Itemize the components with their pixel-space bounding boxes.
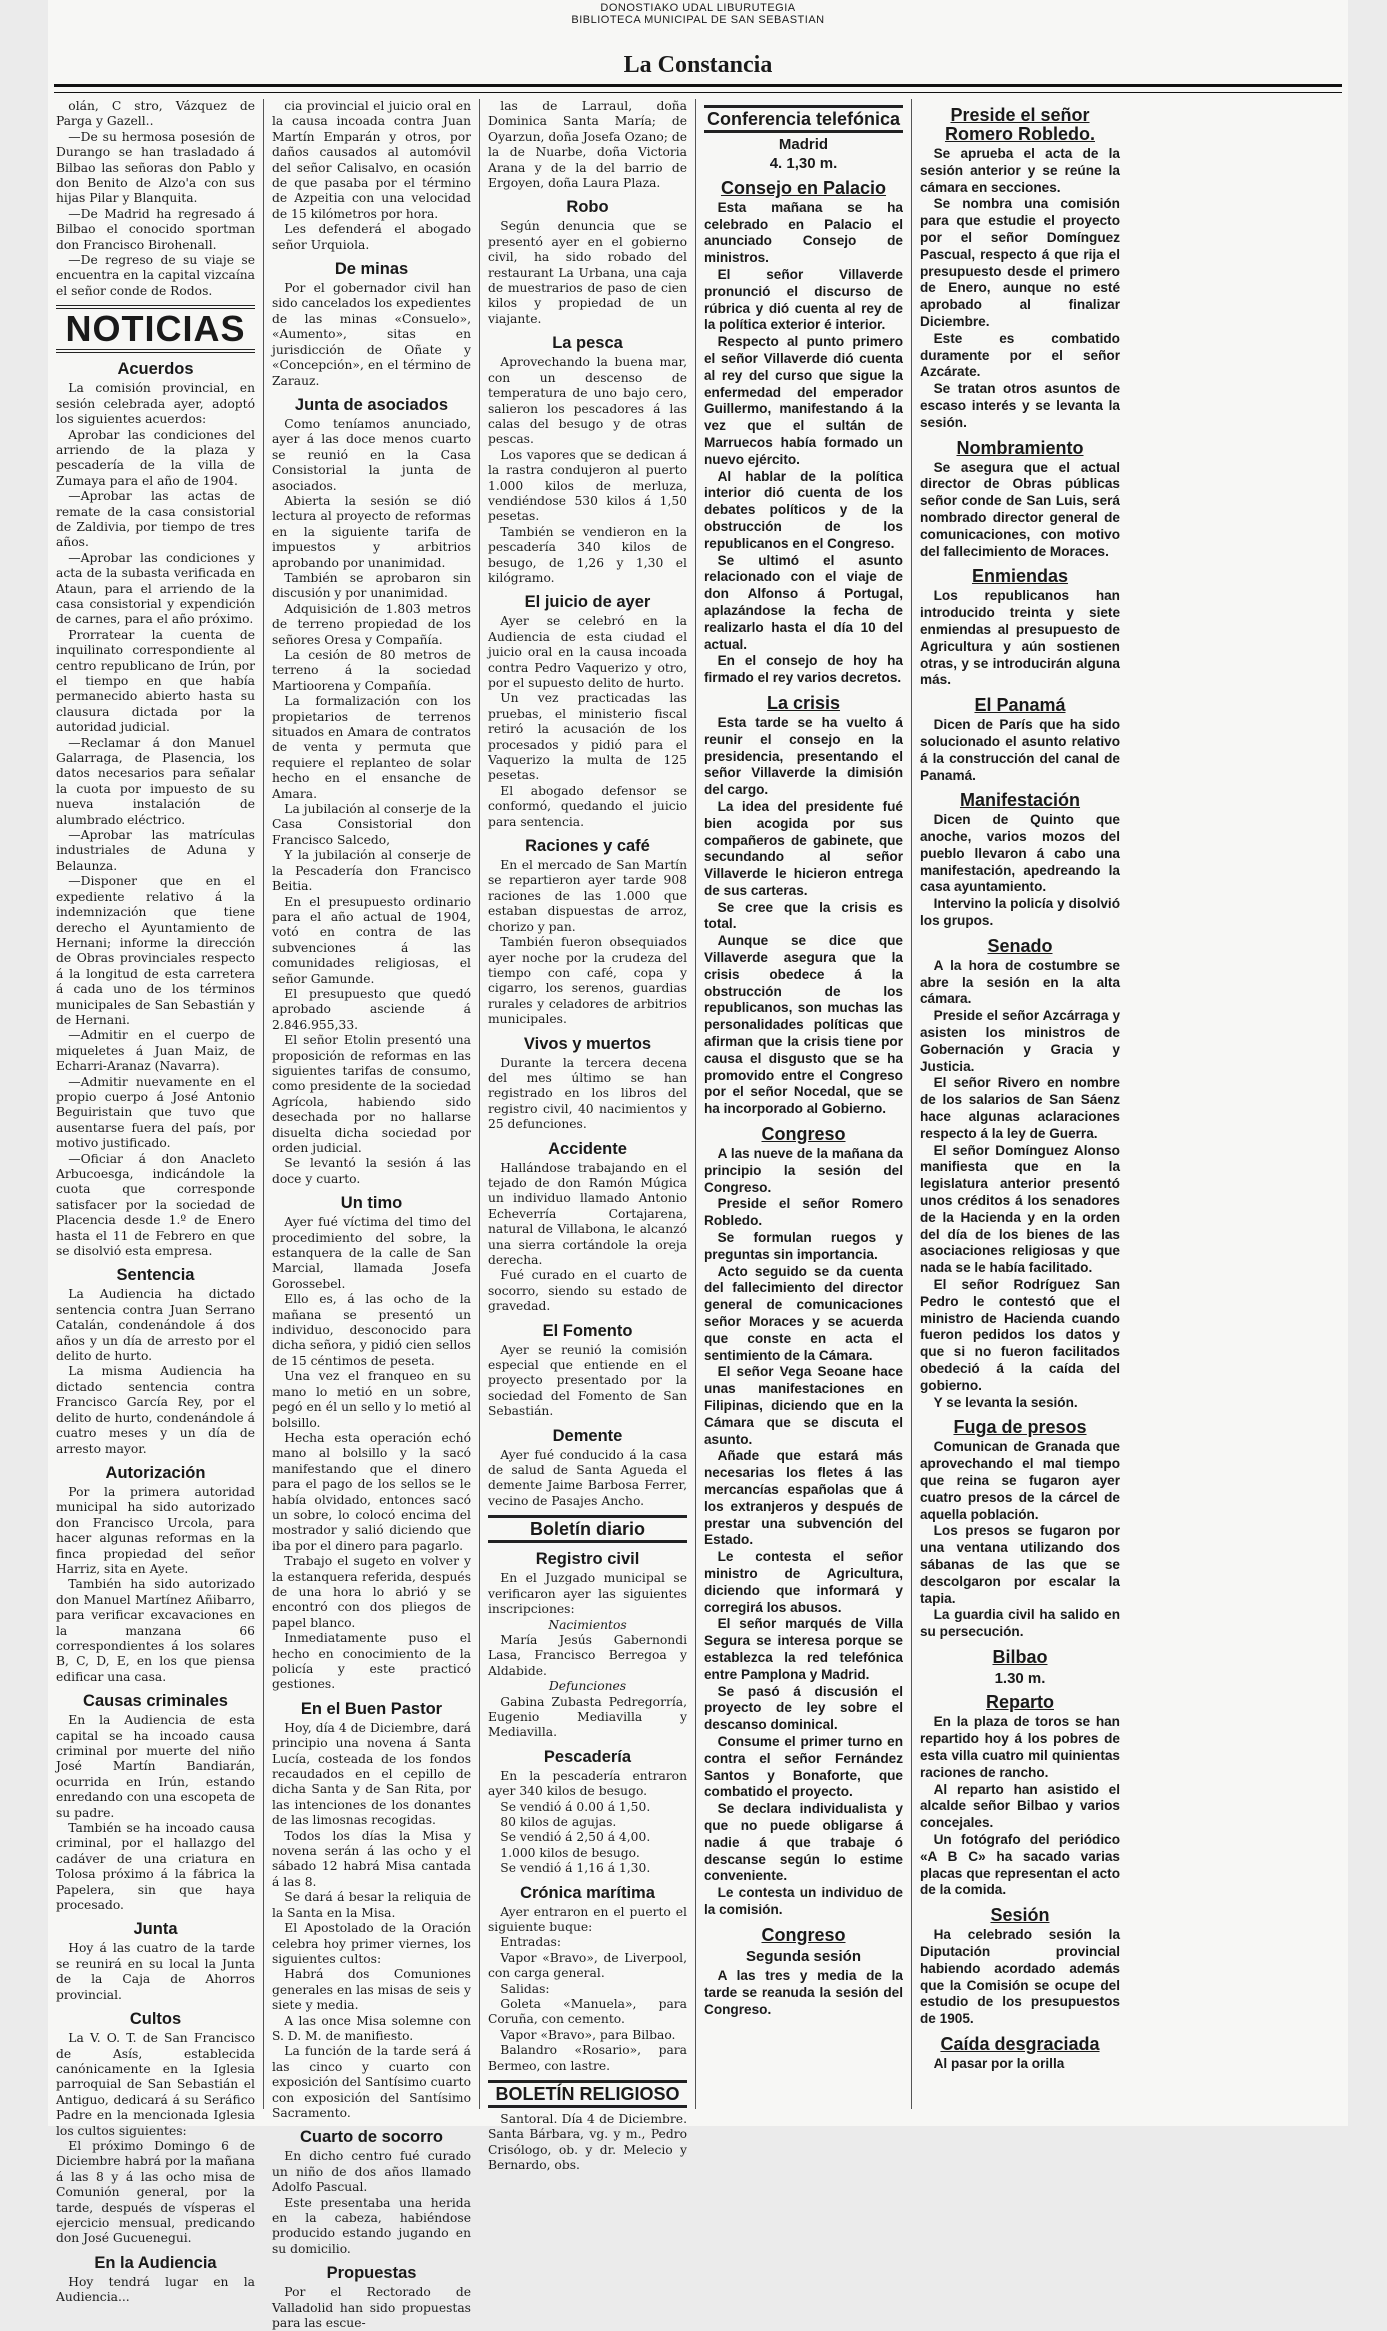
paragraph: —Oficiar á don Anacleto Arbucoesga, indicándole la cuota que corresponde satisfacer por la sociedad de Placencia desde 1.º de Enero hasta el 11 de Febrero en que se disolvió esta empresa.	[56, 1151, 255, 1259]
paragraph: Intervino la policía y disolvió los grupos.	[920, 896, 1120, 929]
paragraph: También ha sido autorizado don Manuel Martínez Añibarro, para verificar excavaciones en la manzana 66 correspondientes á los solares B, C, D, E, en los que piensa edificar una casa.	[56, 1577, 255, 1684]
headline: Bilbao	[992, 1646, 1048, 1667]
paragraph: En la plaza de toros se han repartido hoy á los pobres de esta villa cuatro mil quinientas raciones de rancho.	[920, 1714, 1120, 1780]
section-banner-noticias: NOTICIAS	[56, 305, 255, 353]
paragraph: Un fotógrafo del periódico «A B C» ha sacado varias placas que representan el acto de la comida.	[920, 1831, 1120, 1898]
paragraph: Inmediatamente puso el hecho en conocimiento de la policía y este practicó gestiones.	[272, 1631, 471, 1692]
paragraph: Aprobar las condiciones del arriendo de la plaza y pescadería de la villa de Zumaya para el año de 1904.	[56, 427, 255, 488]
headline: Autorización	[105, 1463, 206, 1482]
headline: Registro civil	[535, 1550, 640, 1569]
paragraph: Preside el señor Azcárraga y asisten los ministros de Gobernación y Gracia y Justicia.	[920, 1008, 1120, 1074]
paragraph: Adquisición de 1.803 metros de terreno propiedad de los señores Oresa y Compañía.	[272, 601, 471, 647]
paragraph: Ayer se celebró en la Audiencia de esta ciudad el juicio oral en la causa incoada contra Pedro Vaquerizo y otro, por el supuesto delito de hurto.	[488, 614, 687, 690]
paragraph: Este es combatido duramente por el señor Azcárate.	[920, 330, 1120, 380]
headline: Consejo en Palacio	[720, 177, 887, 198]
paragraph: Aunque se dice que Villaverde asegura que la crisis obedece á la obstrucción de los republicanos, son muchas las personalidades políticas que afirman que la crisis tiene por causa el disgusto que se ha promovido entre el Congreso por el señor Nocedal, que se ha incorporado al Gobierno.	[704, 933, 903, 1117]
paragraph: Ayer fué conducido á la casa de salud de Santa Agueda el demente Jaime Barbosa Ferrer, vecino de Pasajes Ancho.	[488, 1447, 687, 1508]
dateline-time: 1.30 m.	[994, 1669, 1046, 1687]
paragraph: La formalización con los propietarios de terrenos situados en Amara de contratos de venta y permuta que requiere el replanteo de solar hecho en el ensanche de Amara.	[272, 694, 471, 801]
headline: Reparto	[985, 1692, 1054, 1713]
paragraph: Según denuncia que se presentó ayer en el gobierno civil, ha sido robado del restaurant La Urbana, una caja de muestrarios de paso de cien kilos y propiedad de un viajante.	[488, 219, 687, 326]
headline: Pescadería	[543, 1747, 632, 1766]
paragraph: Una vez el franqueo en su mano lo metió en un sobre, pegó en él un sello y lo metió al bolsillo.	[272, 1369, 471, 1430]
paragraph: 1.000 kilos de besugo.	[500, 1845, 640, 1860]
paragraph: Esta tarde se ha vuelto á reunir el consejo en la presidencia, presentando el señor Villaverde la dimisión del cargo.	[704, 714, 903, 798]
paragraph: Este presentaba una herida en la cabeza, habiéndose producido estando jugando en su domicilio.	[272, 2195, 471, 2256]
paragraph: El señor Etolin presentó una proposición de reformas en las siguientes tarifas de consumo, como presidente de la sociedad Agrícola, habiendo sido desechada por no hallarse disuelta dicha sociedad por orden judicial.	[272, 1033, 471, 1155]
paragraph: Ayer se reunió la comisión especial que entiende en el proyecto presentado por la sociedad del Fomento de San Sebastián.	[488, 1342, 687, 1419]
paragraph: Los presos se fugaron por una ventana utilizando dos sábanas de las que se descolgaron por escalar la tapia.	[920, 1523, 1120, 1606]
paragraph: las de Larraul, doña Dominica Santa María; de Oyarzun, doña Josefa Ozano; de la de Nuarbe, doña Victoria Arana y de la del barrio de Ergoyen, doña Laura Plaza.	[488, 99, 687, 191]
headline: Robo	[566, 198, 609, 217]
paragraph: Salidas:	[500, 1981, 550, 1996]
headline: Accidente	[548, 1139, 627, 1158]
paragraph: El abogado defensor se conformó, quedando el juicio para sentencia.	[488, 783, 687, 829]
headline: Enmiendas	[971, 566, 1069, 587]
paragraph: —Admitir nuevamente en el propio cuerpo á José Antonio Beguiristain que tuvo que ausentarse fuera del país, por motivo justificado.	[56, 1074, 255, 1151]
paragraph: Hoy tendrá lugar en la Audiencia...	[56, 2274, 255, 2305]
paragraph: Le contesta el señor ministro de Agricultura, diciendo que informará y corregirá los abusos.	[704, 1549, 903, 1615]
columns	[48, 99, 1348, 2331]
paragraph: Se aprueba el acta de la sesión anterior y se reúne la cámara en secciones.	[920, 146, 1120, 195]
paragraph: Entradas:	[500, 1935, 562, 1950]
paragraph: Un vez practicadas las pruebas, el ministerio fiscal retiró la acusación de los procesados y pidió para el Vaquerizo la multa de 125 pesetas.	[488, 691, 687, 783]
column-4	[696, 99, 912, 2109]
paragraph: Por el Rectorado de Valladolid han sido propuestas para las escue-	[272, 2285, 471, 2331]
subheading: Defunciones	[548, 1679, 627, 1694]
paragraph: También se aprobaron sin discusión y por unanimidad.	[272, 570, 471, 601]
headline: Junta	[133, 1920, 178, 1939]
paragraph: A las nueve de la mañana da principio la sesión del Congreso.	[704, 1146, 903, 1195]
paragraph: El señor Domínguez Alonso manifiesta que en la legislatura anterior presentó unos créditos á los senadores de la Hacienda y en la orden del día de los bienes de las asociaciones religiosas y que nada se le había facilitado.	[920, 1142, 1120, 1276]
archive-stamp	[48, 0, 1348, 26]
headline: Cuarto de socorro	[299, 2128, 444, 2147]
paragraph: 80 kilos de agujas.	[500, 1814, 617, 1829]
headline: Junta de asociados	[294, 395, 449, 414]
paragraph: Se ultimó el asunto relacionado con el viaje de don Alfonso á Portugal, aplazándose la fecha de realizarlo hasta el día 10 del actual.	[704, 552, 903, 652]
paragraph: Goleta «Manuela», para Coruña, con cemento.	[488, 1997, 687, 2027]
paragraph: Preside el señor Romero Robledo.	[704, 1196, 903, 1229]
paragraph: —Admitir en el cuerpo de miqueletes á Juan Maiz, de Echarri-Aranaz (Navarra).	[56, 1028, 255, 1074]
paragraph: El señor marqués de Villa Segura se interesa porque se establezca la red telefónica entre Pamplona y Madrid.	[704, 1616, 903, 1682]
masthead-rule	[54, 84, 1342, 93]
paragraph: Abierta la sesión se dió lectura al proyecto de reformas en la siguiente tarifa de impuestos y arbitrios aprobando por unanimidad.	[272, 493, 471, 570]
section-banner-boletin: Boletín diario	[488, 1515, 687, 1543]
paragraph: Se vendió á 0.00 á 1,50.	[500, 1799, 651, 1814]
paragraph: Dicen de París que ha sido solucionado el asunto relativo á la construcción del canal de Panamá.	[920, 717, 1120, 783]
headline: El Panamá	[974, 695, 1066, 716]
paragraph: A la hora de costumbre se abre la sesión en la alta cámara.	[920, 957, 1120, 1007]
paragraph: La Audiencia ha dictado sentencia contra Juan Serrano Catalán, condenándole á dos años y un día de arresto por el delito de hurto.	[56, 1287, 255, 1364]
paragraph: Consume el primer turno en contra el señor Fernández Santos y Bonaforte, que combatido el proyecto.	[704, 1733, 903, 1800]
paragraph: Se tratan otros asuntos de escaso interés y se levanta la sesión.	[920, 381, 1120, 430]
paragraph: Le contesta un individuo de la comisión.	[704, 1885, 903, 1917]
paragraph: Todos los días la Misa y novena serán á las ocho y el sábado 12 habrá Misa cantada á las 8.	[272, 1828, 471, 1889]
headline: Crónica marítima	[520, 1883, 655, 1902]
headline: Fuga de presos	[953, 1417, 1087, 1438]
paragraph: Trabajo el sugeto en volver y la estanquera referida, después de una hora lo abrió y se encontró con dos pliegos de papel blanco.	[272, 1554, 471, 1630]
paragraph: —Aprobar las matrículas industriales de Aduna y Belaunza.	[56, 828, 255, 873]
paragraph: Por el gobernador civil han sido cancelados los expedientes de las minas «Consuelo», «Aumento», sitas en jurisdicción de Oñate y «Concepción», en el término de Zarauz.	[272, 281, 471, 388]
paragraph: Hoy á las cuatro de la tarde se reunirá en su local la Junta de la Caja de Ahorros provincial.	[56, 1941, 255, 2002]
paragraph: En el presupuesto ordinario para el año actual de 1904, votó en contra de las subvenciones á las comunidades religiosas, el señor Gamunde.	[272, 894, 471, 986]
paragraph: Se formulan ruegos y preguntas sin importancia.	[704, 1230, 903, 1262]
headline: Raciones y café	[525, 837, 650, 856]
section-banner-conferencia: Conferencia telefónica	[704, 105, 903, 133]
paragraph: —Disponer que en el expediente relativo á la indemnización que tiene derecho el Ayuntamiento de Hernani; informe la dirección de Obras provinciales respecto á la longitud de esta carretera á cada uno de los términos municipales de San Sebastián y de Hernani.	[56, 874, 255, 1027]
paragraph: El presupuesto que quedó aprobado asciende á 2.846.955,33.	[272, 986, 471, 1032]
newspaper-page	[48, 0, 1348, 2331]
paragraph: Por la primera autoridad municipal ha sido autorizado don Francisco Urcola, para hacer algunas reformas en la finca propiedad del señor Harriz, sita en Ayete.	[56, 1484, 255, 1576]
paragraph: Se pasó á discusión el proyecto de ley sobre el descanso dominical.	[704, 1683, 903, 1733]
paragraph: Se dará á besar la reliquia de la Santa en la Misa.	[272, 1890, 471, 1920]
paragraph: El señor Villaverde pronunció el discurso de rúbrica y dió cuenta al rey de la política exterior é interior.	[704, 267, 903, 333]
paragraph: —Aprobar las condiciones y acta de la subasta verificada en Ataun, para el arriendo de la casa consistorial y expendición de carnes, para el año próximo.	[56, 550, 255, 627]
paragraph: María Jesús Gabernondi Lasa, Francisco Berregoa y Aldabide.	[488, 1632, 687, 1678]
headline: Nombramiento	[956, 437, 1084, 458]
paragraph: Se vendió á 2,50 á 4,00.	[500, 1830, 651, 1845]
paragraph: Hecha esta operación echó mano al bolsillo y la sacó manifestando que el dinero para el pago de los sellos se le había olvidado, entonces sacó un sobre, lo colocó encima del mostrador y salió diciendo que iba por el dinero para pagarlo.	[272, 1430, 471, 1553]
dateline-city: Madrid	[778, 136, 829, 153]
paragraph: Al reparto han asistido el alcalde señor Bilbao y varios concejales.	[920, 1781, 1120, 1831]
column-2	[264, 99, 480, 2331]
paragraph: Habrá dos Comuniones generales en las misas de seis y siete y media.	[272, 1967, 471, 2013]
paragraph: Ha celebrado sesión la Diputación provincial habiendo acordado además que la Comisión se ocupe del estudio de los presupuestos de 1905.	[920, 1927, 1120, 2027]
paragraph: Se declara individualista y que no puede obligarse á nadie á que trabaje ó descanse según lo estime conveniente.	[704, 1801, 903, 1884]
headline: Vivos y muertos	[523, 1034, 652, 1053]
headline: En el Buen Pastor	[300, 1699, 443, 1718]
paragraph: En la Audiencia de esta capital se ha incoado causa criminal por muerte del niño José Martín Bandiarán, ocurrida en Irún, estando enredando con una escopeta de su padre.	[56, 1713, 255, 1820]
paragraph: Añade que estará más necesarias los fletes á las mercancías españolas que á los extranjeros y después de prestar una subvención del Estado.	[704, 1448, 903, 1548]
headline: La pesca	[552, 334, 623, 353]
headline: Manifestación	[959, 790, 1081, 811]
paragraph: Los republicanos han introducido treinta y siete enmiendas al presupuesto de Agricultura y aún sostienen otras, y se introducirán alguna más.	[920, 588, 1120, 688]
headline: La crisis	[766, 692, 841, 713]
paragraph: También se vendieron en la pescadería 340 kilos de besugo, de 1,26 y 1,30 el kilógramo.	[488, 524, 687, 585]
column-1	[48, 99, 264, 2305]
paragraph: Vapor «Bravo», de Liverpool, con carga general.	[488, 1950, 687, 1981]
paragraph: Dicen de Quinto que anoche, varios mozos del pueblo llevaron á cabo una manifestación, apedreando la casa ayuntamiento.	[920, 812, 1120, 895]
paragraph: La misma Audiencia ha dictado sentencia contra Francisco García Rey, por el delito de hurto, condenándole á cuatro meses y un día de arresto mayor.	[56, 1364, 255, 1456]
archive-line-1: DONOSTIAKO UDAL LIBURUTEGIA	[600, 2, 796, 14]
paragraph: El señor Rodríguez San Pedro le contestó que el ministro de Hacienda cuando fueron pedidos los datos y que si no fueron facilitados obedeció á la caída del gobierno.	[920, 1277, 1120, 1393]
paragraph: En la pescadería entraron ayer 340 kilos de besugo.	[488, 1768, 687, 1799]
paragraph: —De Madrid ha regresado á Bilbao el conocido sportman don Francisco Birohenall.	[56, 206, 255, 252]
paragraph: Aprovechando la buena mar, con un descenso de temperatura de uno bajo cero, salieron los pescadores á las calas del besugo y de otras pescas.	[488, 355, 687, 447]
headline: El juicio de ayer	[524, 593, 651, 612]
paragraph: Santoral. Día 4 de Diciembre. Santa Bárbara, vg. y m., Pedro Crisólogo, ob. y dr. Melecio y Bernardo, obs.	[488, 2112, 687, 2173]
headline: Cultos	[129, 2010, 182, 2029]
paragraph: Ayer entraron en el puerto el siguiente buque:	[488, 1904, 687, 1934]
paragraph: La jubilación al conserje de la Casa Consistorial don Francisco Salcedo,	[272, 802, 471, 847]
paragraph: —Reclamar á don Manuel Galarraga, de Plasencia, los datos necesarios para señalar la cuota por impuesto de su nueva instalación de alumbrado eléctrico.	[56, 735, 255, 827]
paragraph: En el consejo de hoy ha firmado el rey varios decretos.	[704, 653, 903, 686]
headline: Acuerdos	[117, 360, 194, 379]
paragraph: La cesión de 80 metros de terreno á la sociedad Martioorena y Compañía.	[272, 648, 471, 693]
paragraph: La comisión provincial, en sesión celebrada ayer, adoptó los siguientes acuerdos:	[56, 381, 255, 427]
headline: Preside el señor Romero Robledo.	[944, 105, 1095, 144]
paragraph: —De regreso de su viaje se encuentra en la capital vizcaína el señor conde de Rodos.	[56, 253, 255, 298]
paragraph: A las tres y media de la tarde se reanuda la sesión del Congreso.	[704, 1968, 903, 2017]
paragraph: Prorratear la cuenta de inquilinato correspondiente al centro republicano de Irún, por el tiempo en que había permanecido abierto hasta su clausura dictada por la autoridad judicial.	[56, 627, 255, 735]
section-banner-religioso: BOLETÍN RELIGIOSO	[488, 2080, 687, 2108]
paragraph: Acto seguido se da cuenta del fallecimiento del director general de comunicaciones señor Moraces y se acuerda que conste en acta el sentimiento de la Cámara.	[704, 1263, 903, 1363]
paragraph: Y se levanta la sesión.	[933, 1394, 1078, 1410]
paragraph: El señor Rivero en nombre de los salarios de San Sáenz hace algunas aclaraciones respecto á la ley de Guerra.	[920, 1075, 1120, 1141]
paragraph: También se ha incoado causa criminal, por el hallazgo del cadáver de una criatura en Tolosa próximo á la fábrica la Papelera, sin que haya procesado.	[56, 1821, 255, 1913]
archive-line-2: BIBLIOTECA MUNICIPAL DE SAN SEBASTIAN	[571, 14, 825, 26]
paragraph: Hallándose trabajando en el tejado de don Ramón Múgica un individuo llamado Antonio Echeverría Cortajarena, natural de Villabona, le alcanzó una sierra cortándole la oreja derecha.	[488, 1160, 687, 1267]
headline: Sesión	[990, 1905, 1050, 1926]
headline: En la Audiencia	[94, 2253, 217, 2272]
paragraph: En el Juzgado municipal se verificaron ayer las siguientes inscripciones:	[488, 1571, 687, 1617]
masthead: La Constancia	[623, 52, 773, 78]
paragraph: Ayer fué víctima del timo del procedimiento del sobre, la estanquera de la calle de San Marcial, llamada Josefa Gorossebel.	[272, 1215, 471, 1291]
headline: Congreso	[761, 1924, 846, 1945]
paragraph: Balandro «Rosario», para Bermeo, con lastre.	[488, 2043, 687, 2073]
column-3	[480, 99, 696, 2173]
paragraph: Se asegura que el actual director de Obras públicas señor conde de San Luis, será nombrado director general de comunicaciones, con motivo del fallecimiento de Moraces.	[920, 459, 1120, 559]
paragraph: Al pasar por la orilla	[933, 2055, 1065, 2071]
subheading: Segunda sesión	[745, 1947, 862, 1965]
paragraph: A las once Misa solemne con S. D. M. de manifiesto.	[272, 2013, 471, 2043]
column-5	[912, 99, 1128, 2109]
paragraph: Los vapores que se dedican á la rastra condujeron al puerto 1.000 kilos de merluza, vendiéndose 530 kilos á 1,50 pesetas.	[488, 447, 687, 524]
dateline-time: 4. 1,30 m.	[769, 155, 838, 173]
headline: Demente	[552, 1426, 623, 1445]
paragraph: Hoy, día 4 de Diciembre, dará principio una novena á Santa Lucía, costeada de los fondos recaudados en el cepillo de dicha Santa y de San Rita, por las intenciones de los donantes de las limosnas recogidas.	[272, 1720, 471, 1828]
paragraph: La función de la tarde será á las cinco y cuarto con exposición del Santísimo cuarto con exposición del Santísimo Sacramento.	[272, 2044, 471, 2120]
headline: Un timo	[340, 1194, 403, 1213]
paragraph: Gabina Zubasta Pedregorría, Eugenio Mediavilla y Mediavilla.	[488, 1694, 687, 1740]
paragraph: Se levantó la sesión á las doce y cuarto.	[272, 1156, 471, 1186]
paragraph: cia provincial el juicio oral en la causa incoada contra Juan Martín Emparán y otros, por daños causados al automóvil del señor Calisalvo, en ocasión de que pasaba por el término de Azpeitia con una velocidad de 15 kilómetros por hora.	[272, 99, 471, 221]
paragraph: Ello es, á las ocho de la mañana se presentó un individuo, desconocido para dicha señora, y pidió cien sellos de 15 céntimos de peseta.	[272, 1292, 471, 1368]
paragraph: Comunican de Granada que aprovechando el mal tiempo que reina se fugaron ayer cuatro presos de la cárcel de aquella población.	[920, 1439, 1120, 1522]
paragraph: Se vendió á 1,16 á 1,30.	[500, 1861, 651, 1876]
paragraph: El próximo Domingo 6 de Diciembre habrá por la mañana á las 8 y á las ocho misa de Comunión general, por la tarde, después de vísperas el ejercicio mensual, predicando don José Gucuenegui.	[56, 2138, 255, 2246]
paragraph: En el mercado de San Martín se repartieron ayer tarde 908 raciones de las 1.000 que estaban dispuestas de arroz, chorizo y pan.	[488, 858, 687, 934]
paragraph: Respecto al punto primero el señor Villaverde dió cuenta al rey del curso que sigue la enfermedad del emperador Guillermo, manifestando á la vez que el sultán de Marruecos había formado un nuevo ejército.	[704, 334, 903, 467]
paragraph: Fué curado en el cuarto de socorro, siendo su estado de gravedad.	[488, 1268, 687, 1314]
paragraph: Se nombra una comisión para que estudie el proyecto por el señor Domínguez Pascual, respecto á que rija el presupuesto desde el primero de Enero, aunque no esté aprobado al finalizar Diciembre.	[920, 196, 1120, 329]
headline: Congreso	[761, 1124, 846, 1145]
headline: El Fomento	[542, 1321, 633, 1340]
paragraph: También fueron obsequiados ayer noche por la crudeza del tiempo con café, copa y cigarro, los serenos, guardias rurales y celadores de arbitrios municipales.	[488, 935, 687, 1027]
paragraph: Se cree que la crisis es total.	[704, 899, 903, 932]
paragraph: Como teníamos anunciado, ayer á las doce menos cuarto se reunió en la Casa Consistorial la junta de asociados.	[272, 416, 471, 493]
paragraph: Esta mañana se ha celebrado en Palacio el anunciado Consejo de ministros.	[704, 199, 903, 266]
paragraph: En dicho centro fué curado un niño de dos años llamado Adolfo Pascual.	[272, 2149, 471, 2195]
paragraph: —De su hermosa posesión de Durango se han trasladado á Bilbao las señoras don Pablo y don Benito de Alzo'a con sus hijas Pilar y Blanquita.	[56, 129, 255, 206]
headline: Propuestas	[326, 2264, 417, 2283]
paragraph: Y la jubilación al conserje de la Pescadería don Francisco Beitia.	[272, 848, 471, 894]
paragraph: Vapor «Bravo», para Bilbao.	[500, 2027, 676, 2042]
paragraph: La guardia civil ha salido en su persecución.	[920, 1607, 1120, 1640]
paragraph: Al hablar de la política interior dió cuenta de los debates políticos y de la obstrucción de los republicanos en el Congreso.	[704, 468, 903, 551]
headline: Causas criminales	[83, 1692, 228, 1711]
subheading: Nacimientos	[548, 1617, 627, 1632]
paragraph: El Apostolado de la Oración celebra hoy primer viernes, los siguientes cultos:	[272, 1921, 471, 1966]
headline: Sentencia	[116, 1266, 195, 1285]
headline: Caída desgraciada	[940, 2033, 1100, 2054]
paragraph: La V. O. T. de San Francisco de Asís, establecida canónicamente en la Iglesia parroquial de San Sebastián el Antiguo, dedicará á su Seráfico Padre en la mencionada Iglesia los cultos siguientes:	[56, 2031, 255, 2138]
headline: De minas	[334, 260, 409, 279]
paragraph: El señor Vega Seoane hace unas manifestaciones en Filipinas, diciendo que en la Cámara que se discuta el asunto.	[704, 1364, 903, 1447]
paragraph: La idea del presidente fué bien acogida por sus compañeros de gabinete, que secundando al señor Villaverde le hicieron entrega de sus carteras.	[704, 798, 903, 898]
paragraph: Durante la tercera decena del mes último se han registrado en los libros del registro civil, 40 nacimientos y 25 defunciones.	[488, 1055, 687, 1132]
paragraph: olán, C stro, Vázquez de Parga y Gazell..	[56, 99, 255, 129]
paragraph: Les defenderá el abogado señor Urquiola.	[272, 222, 471, 252]
headline: Senado	[987, 935, 1053, 956]
paragraph: —Aprobar las actas de remate de la casa consistorial de Zaldivia, por tiempo de tres años.	[56, 489, 255, 550]
